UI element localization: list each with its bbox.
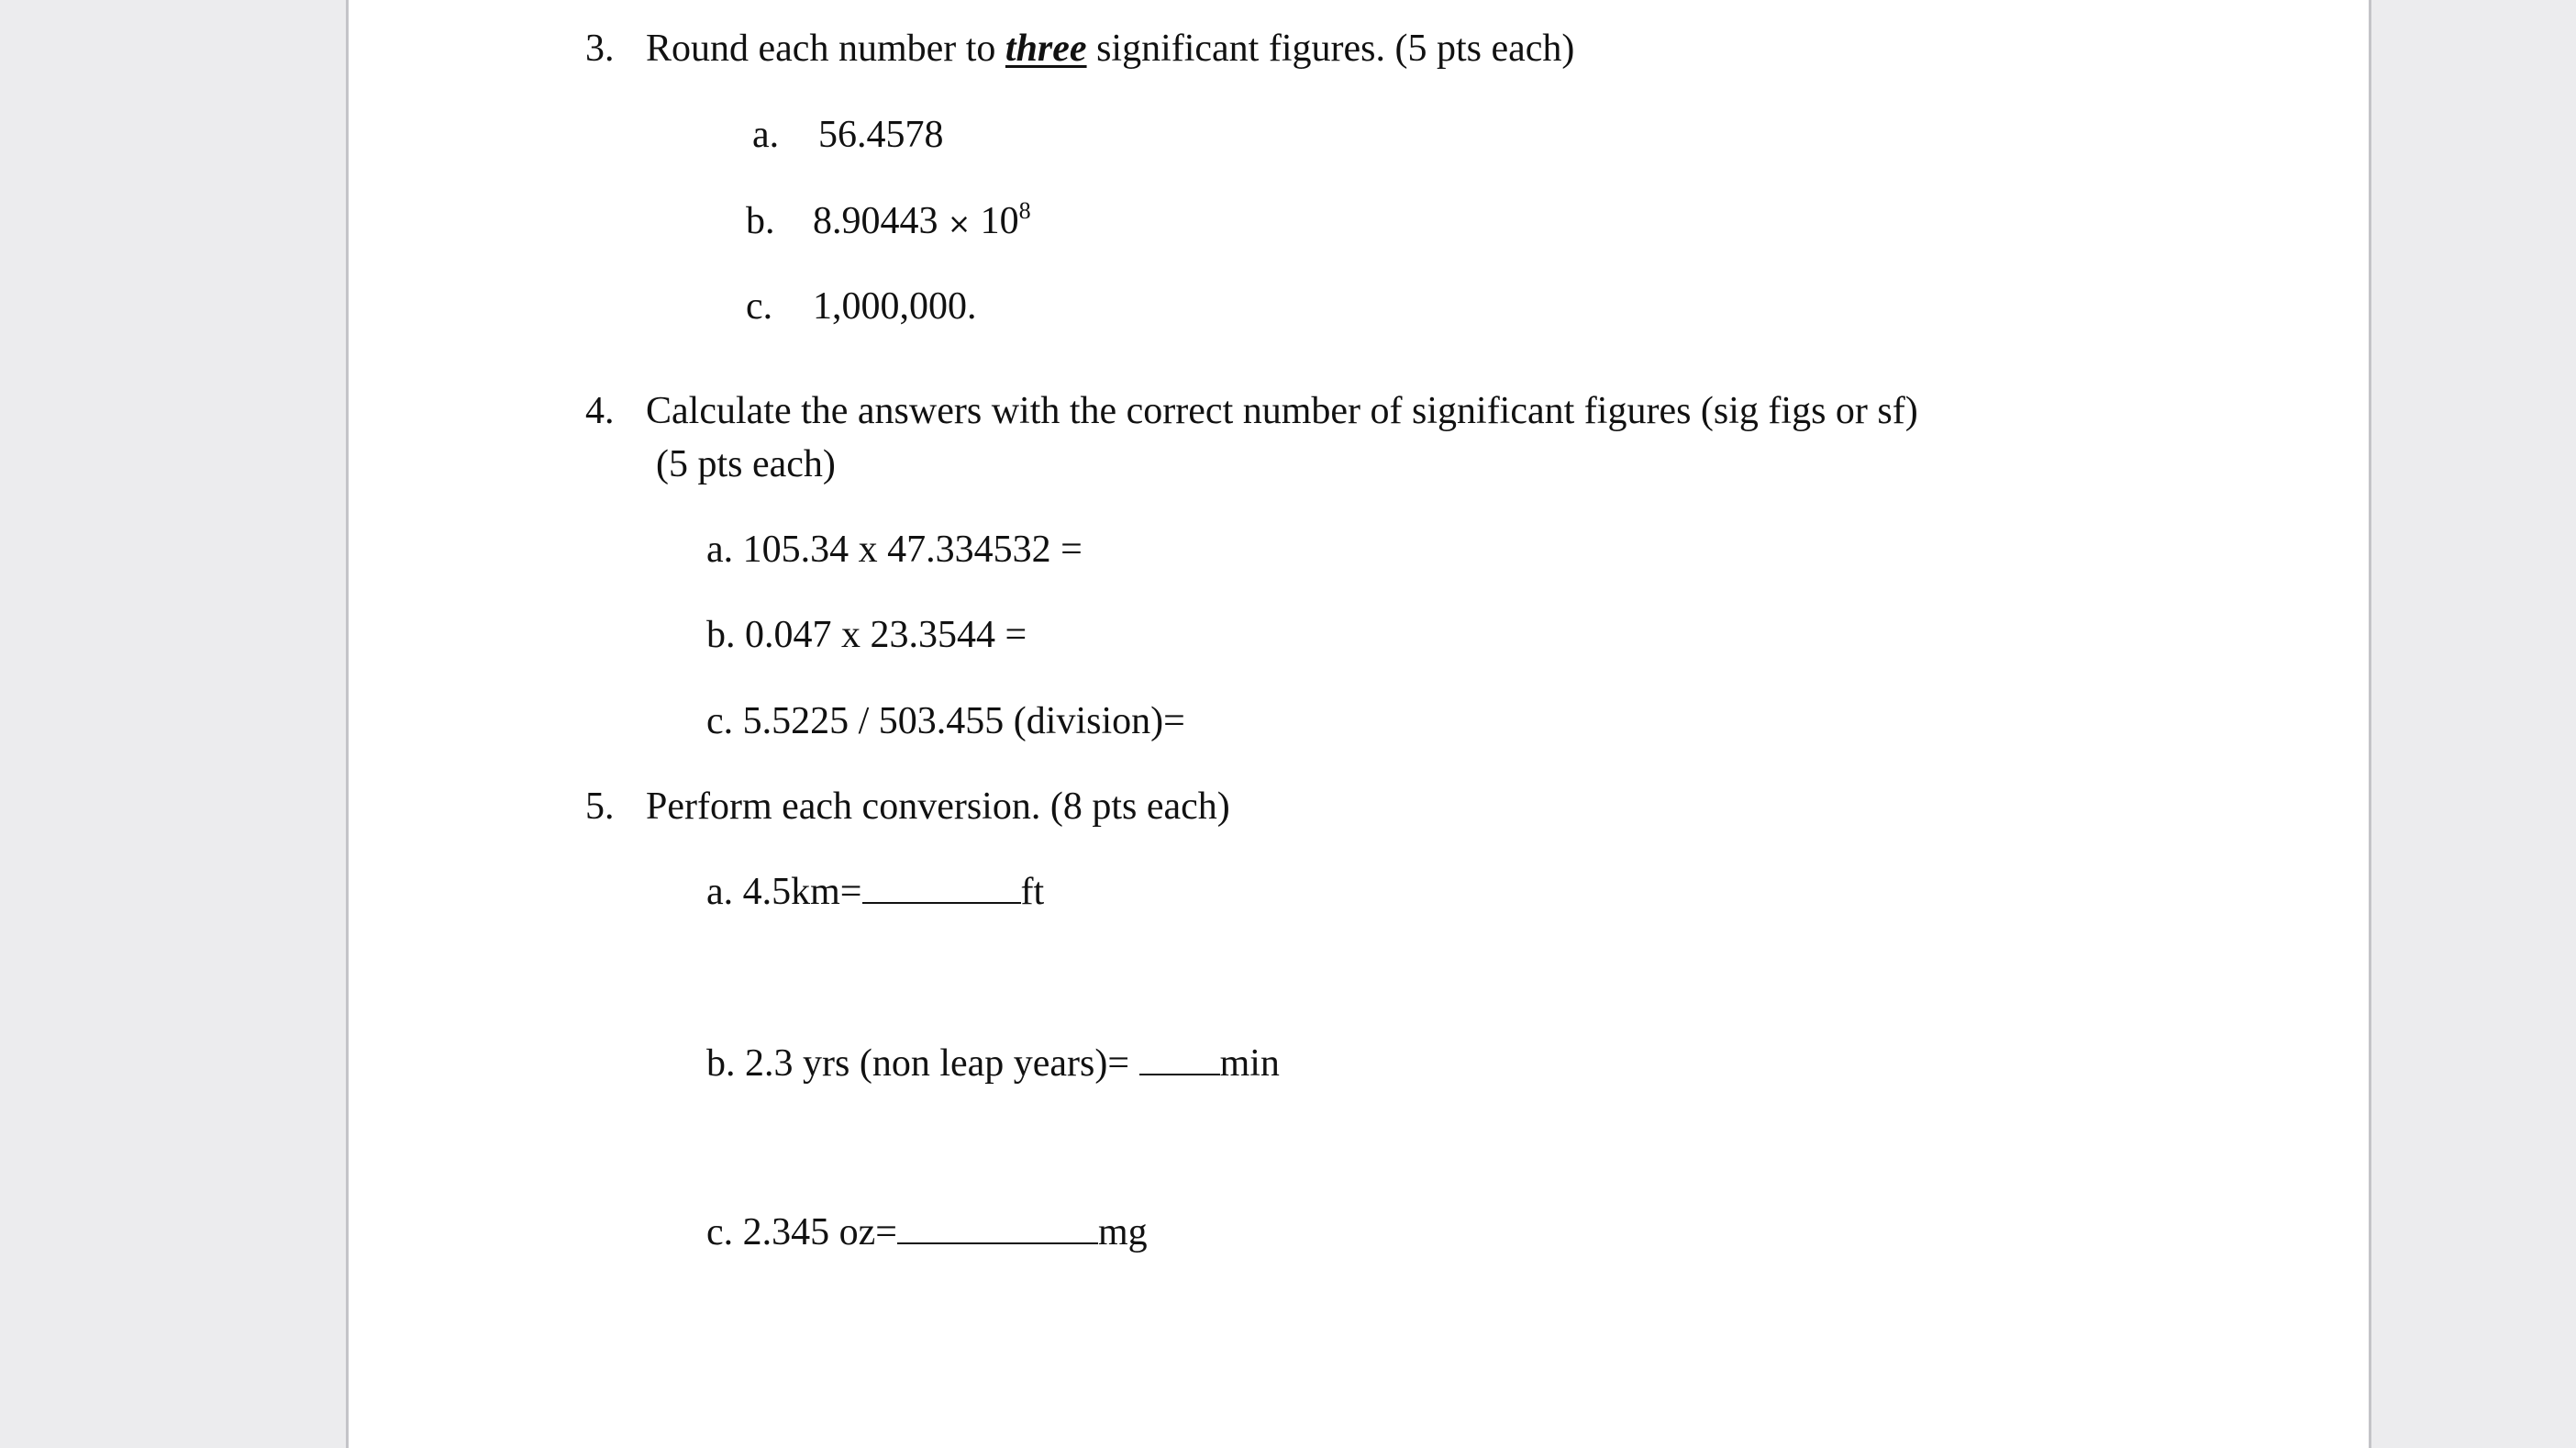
question-4-line-2: (5 pts each) [656, 443, 836, 485]
conversion-prompt: c. 2.345 oz= [706, 1211, 897, 1253]
target-unit: min [1219, 1042, 1280, 1085]
q4-item-c: c. 5.5225 / 503.455 (division)= [706, 700, 1185, 742]
question-number: 5. [585, 785, 615, 828]
question-text-end: significant figures. (5 pts each) [1086, 28, 1575, 70]
item-label: b. [746, 200, 775, 242]
times-symbol: × [948, 208, 972, 240]
q4-item-a: a. 105.34 x 47.334532 = [706, 529, 1083, 571]
conversion-prompt: b. 2.3 yrs (non leap years)= [706, 1042, 1139, 1085]
target-unit: ft [1020, 871, 1045, 913]
q5-item-a [706, 873, 1044, 911]
q5-item-c [706, 1213, 1148, 1252]
question-text [646, 29, 1574, 68]
emphasized-word: three [1005, 28, 1087, 70]
item-value [813, 197, 1031, 242]
question-text-start: Round each number to [646, 28, 1005, 70]
item-value: 1,000,000. [813, 285, 977, 328]
base: 10 [980, 200, 1019, 242]
question-text: Perform each conversion. (8 pts each) [646, 785, 1230, 828]
question-number: 3. [585, 28, 615, 70]
answer-blank[interactable] [1139, 1046, 1220, 1075]
q3-item-b [746, 197, 1031, 242]
conversion-prompt: a. 4.5km= [706, 871, 862, 913]
item-label: c. [746, 285, 773, 328]
q3-item-c [746, 285, 977, 328]
answer-blank[interactable] [897, 1215, 1098, 1244]
question-number: 4. [585, 390, 615, 432]
document-page [346, 0, 2371, 1448]
mantissa: 8.90443 [813, 200, 938, 242]
q4-item-b: b. 0.047 x 23.3544 = [706, 614, 1027, 656]
question-text: Calculate the answers with the correct number of significant figures (sig figs or sf) [646, 390, 1918, 432]
q3-item-a [752, 114, 944, 156]
exponent: 8 [1018, 197, 1031, 224]
answer-blank[interactable] [862, 874, 1021, 904]
item-value: 56.4578 [818, 114, 944, 156]
target-unit: mg [1097, 1211, 1148, 1253]
item-label: a. [752, 114, 780, 156]
q5-item-b [706, 1044, 1280, 1083]
